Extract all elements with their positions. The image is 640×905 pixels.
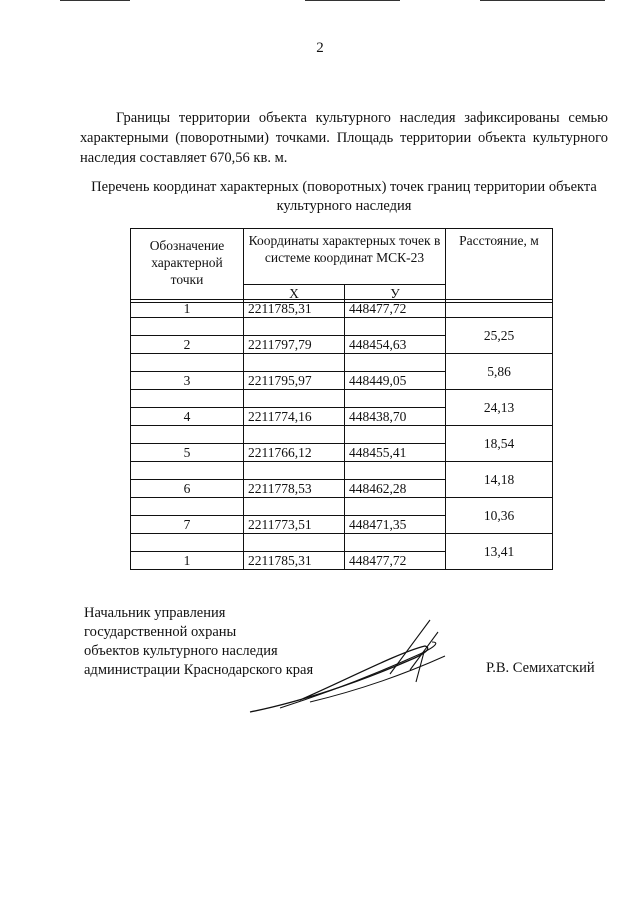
distance-value: 14,18 (446, 462, 553, 498)
spacer-cell (345, 534, 446, 552)
spacer-cell (345, 390, 446, 408)
spacer-cell (244, 534, 345, 552)
coord-y: 448471,35 (345, 516, 446, 534)
coord-y: 448462,28 (345, 480, 446, 498)
spacer-cell (244, 354, 345, 372)
spacer-cell (131, 462, 244, 480)
scan-edge-line-left (60, 0, 130, 1)
table-row (131, 300, 553, 318)
coord-y: 448477,72 (345, 300, 446, 318)
coordinates-table (130, 228, 553, 303)
handwritten-signature (240, 612, 470, 722)
coord-x: 2211797,79 (244, 336, 345, 354)
scan-edge-line-right (480, 0, 605, 1)
spacer-cell (131, 534, 244, 552)
point-label: 2 (131, 336, 244, 354)
spacer-cell (244, 426, 345, 444)
signer-title-line: администрации Краснодарского края (84, 662, 314, 678)
spacer-cell (131, 318, 244, 336)
spacer-cell (345, 354, 446, 372)
coord-y: 448449,05 (345, 372, 446, 390)
header-coords: Координаты характерных точек в системе координат МСК-23 (244, 229, 446, 285)
spacer-cell (131, 426, 244, 444)
spacer-cell (345, 318, 446, 336)
spacer-cell (131, 390, 244, 408)
signer-title-line: государственной охраны (84, 624, 237, 640)
coord-x: 2211795,97 (244, 372, 345, 390)
point-label: 1 (131, 552, 244, 570)
point-label: 1 (131, 300, 244, 318)
spacer-cell (244, 318, 345, 336)
point-label: 5 (131, 444, 244, 462)
page-number: 2 (316, 40, 324, 56)
coord-x: 2211785,31 (244, 552, 345, 570)
distance-value: 13,41 (446, 534, 553, 570)
spacer-cell (131, 354, 244, 372)
coord-y: 448455,41 (345, 444, 446, 462)
coord-y: 448454,63 (345, 336, 446, 354)
distance-value: 18,54 (446, 426, 553, 462)
signer-title-line: объектов культурного наследия (84, 643, 278, 659)
spacer-cell (345, 498, 446, 516)
point-label: 6 (131, 480, 244, 498)
point-label: 7 (131, 516, 244, 534)
distance-value: 25,25 (446, 318, 553, 354)
coord-x: 2211778,53 (244, 480, 345, 498)
intro-paragraph: Границы территории объекта культурного наследия зафиксированы семью характерными (поворотными) точками. Площадь территории объекта культурного наследия составляет 670,56 кв. м. (80, 110, 608, 166)
point-label: 4 (131, 408, 244, 426)
coord-x: 2211774,16 (244, 408, 345, 426)
spacer-cell (244, 498, 345, 516)
list-title: Перечень координат характерных (поворотных) точек границ территории объекта культурного наследия (91, 179, 597, 214)
header-y: У (345, 285, 446, 303)
distance-value: 24,13 (446, 390, 553, 426)
coord-x: 2211766,12 (244, 444, 345, 462)
coordinates-body (130, 299, 553, 570)
point-label: 3 (131, 372, 244, 390)
coord-y: 448438,70 (345, 408, 446, 426)
spacer-cell (345, 426, 446, 444)
coord-x: 2211773,51 (244, 516, 345, 534)
spacer-cell (244, 390, 345, 408)
distance-value: 5,86 (446, 354, 553, 390)
spacer-cell (244, 462, 345, 480)
coord-x: 2211785,31 (244, 300, 345, 318)
scan-edge-line-mid (305, 0, 400, 1)
distance-value: 10,36 (446, 498, 553, 534)
signer-title-line: Начальник управления (84, 605, 226, 621)
spacer-cell (345, 462, 446, 480)
header-x: X (244, 285, 345, 303)
spacer-cell (131, 498, 244, 516)
header-distance: Расстояние, м (446, 229, 553, 303)
coord-y: 448477,72 (345, 552, 446, 570)
distance-empty (446, 300, 553, 318)
signer-name: Р.В. Семихатский (486, 660, 595, 676)
header-point: Обозначение характерной точки (131, 229, 244, 303)
